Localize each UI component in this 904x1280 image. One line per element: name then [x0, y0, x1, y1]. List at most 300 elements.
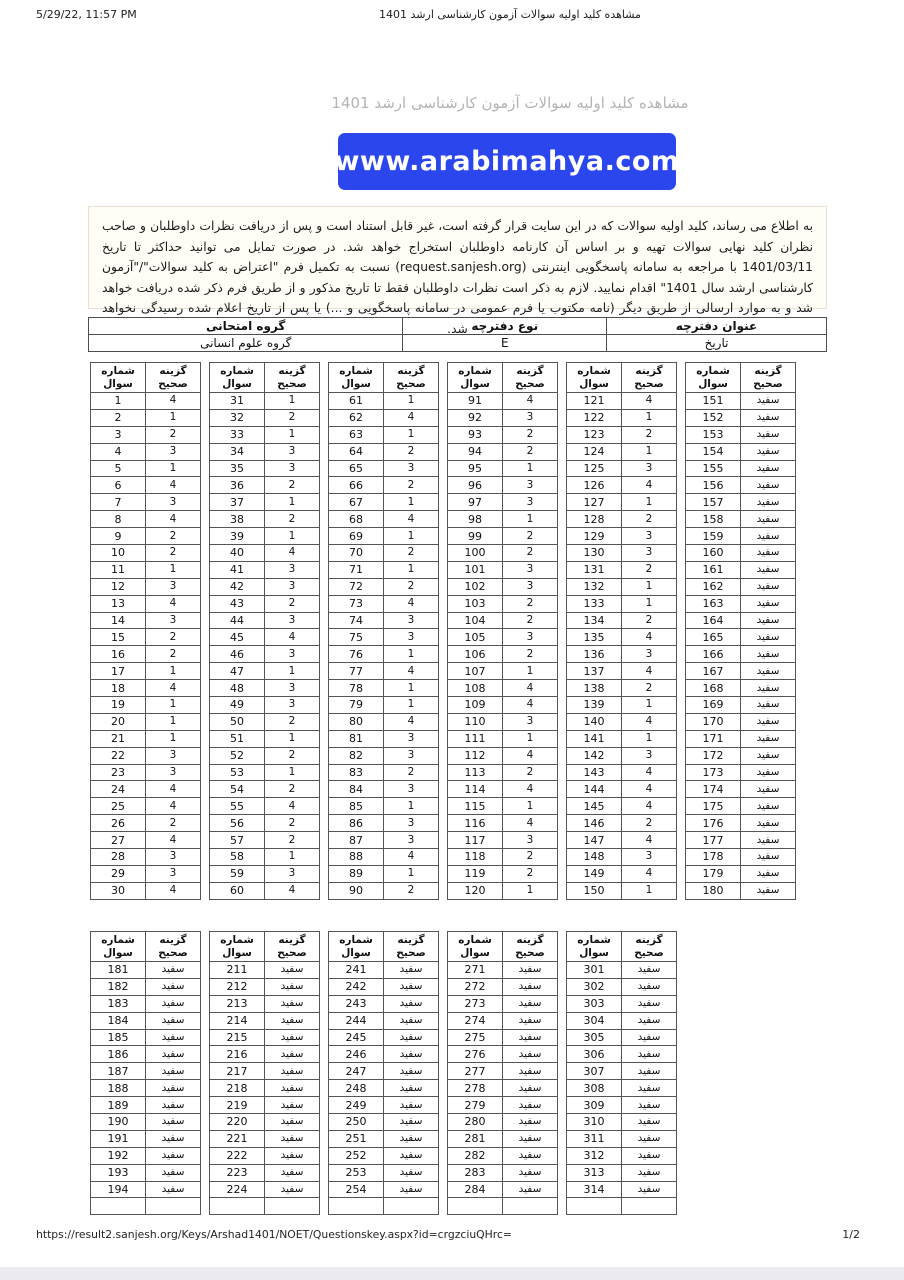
answer-row: [210, 528, 320, 545]
answer-key-header-row: [448, 363, 558, 393]
correct-option: 1: [384, 561, 439, 578]
correct-option: 1: [384, 798, 439, 815]
question-number: 150: [567, 882, 622, 899]
correct-option: 2: [265, 815, 320, 832]
correct-option: سفید: [384, 1029, 439, 1046]
correct-option: سفید: [503, 1114, 558, 1131]
answer-row: [686, 882, 796, 899]
answer-row: [91, 978, 201, 995]
answer-row: [567, 713, 677, 730]
answer-row: [448, 426, 558, 443]
correct-option: 2: [622, 561, 677, 578]
answer-row: [448, 460, 558, 477]
answer-row: [448, 1097, 558, 1114]
answer-row: [686, 528, 796, 545]
answer-row: [686, 815, 796, 832]
question-number: 46: [210, 646, 265, 663]
correct-option: 4: [146, 511, 201, 528]
answer-row: [329, 646, 439, 663]
question-number: 173: [686, 764, 741, 781]
answer-key-header-row: [329, 932, 439, 962]
correct-option: سفید: [384, 1130, 439, 1147]
question-number: 167: [686, 663, 741, 680]
answer-row: [567, 528, 677, 545]
answer-row: [567, 1046, 677, 1063]
answer-row: [210, 865, 320, 882]
question-number: 168: [686, 680, 741, 697]
question-number: 284: [448, 1181, 503, 1198]
question-number: 93: [448, 426, 503, 443]
answer-row: [329, 1114, 439, 1131]
answer-key-group: [328, 362, 439, 900]
correct-option: 3: [146, 578, 201, 595]
answer-row: [686, 849, 796, 866]
footer-url: https://result2.sanjesh.org/Keys/Arshad1401/NOET/Questionskey.aspx?id=crgzciuQHrc=: [36, 1228, 512, 1241]
correct-option: 1: [622, 443, 677, 460]
correct-option: سفید: [384, 1063, 439, 1080]
answer-row: [448, 578, 558, 595]
correct-option: 2: [503, 426, 558, 443]
answer-row: [448, 1147, 558, 1164]
correct-option: 1: [622, 595, 677, 612]
booklet-info-table: [88, 317, 827, 352]
question-number: 7: [91, 494, 146, 511]
correct-option: سفید: [384, 1046, 439, 1063]
question-number: 127: [567, 494, 622, 511]
correct-option: 3: [265, 460, 320, 477]
answer-row: [329, 1029, 439, 1046]
answer-row: [567, 393, 677, 410]
answer-row: [448, 595, 558, 612]
correct-option: سفید: [265, 962, 320, 979]
answer-row: [686, 477, 796, 494]
answer-row: [686, 781, 796, 798]
correct-option: 3: [384, 629, 439, 646]
correct-option: سفید: [622, 1181, 677, 1198]
question-col-header: شماره سوال: [567, 363, 622, 393]
correct-option: سفید: [741, 865, 796, 882]
question-number: 248: [329, 1080, 384, 1097]
question-number: 70: [329, 545, 384, 562]
answer-row: [567, 1130, 677, 1147]
correct-option: 3: [146, 764, 201, 781]
question-number: 219: [210, 1097, 265, 1114]
question-number: 164: [686, 612, 741, 629]
correct-option: 4: [384, 409, 439, 426]
question-number: 135: [567, 629, 622, 646]
question-number: 271: [448, 962, 503, 979]
question-number: 131: [567, 561, 622, 578]
answer-row: [567, 1181, 677, 1198]
correct-option: سفید: [265, 1181, 320, 1198]
answer-row: [329, 578, 439, 595]
correct-option: 2: [384, 443, 439, 460]
correct-option: 3: [503, 409, 558, 426]
answer-row: [329, 781, 439, 798]
booklet-type-value: E: [403, 335, 607, 352]
answer-row: [210, 882, 320, 899]
correct-option: 3: [503, 578, 558, 595]
answer-row: [210, 697, 320, 714]
question-number: 272: [448, 978, 503, 995]
answer-row: [448, 1063, 558, 1080]
answer-row: [210, 798, 320, 815]
answer-row: [91, 798, 201, 815]
question-number: 186: [91, 1046, 146, 1063]
question-number: 152: [686, 409, 741, 426]
question-number: 141: [567, 730, 622, 747]
correct-option: سفید: [503, 978, 558, 995]
correct-option: 2: [265, 832, 320, 849]
question-number: 2: [91, 409, 146, 426]
answer-row: [567, 1147, 677, 1164]
answer-row: [448, 1046, 558, 1063]
answer-row: [686, 865, 796, 882]
question-number: 79: [329, 697, 384, 714]
answer-row: [91, 1198, 201, 1215]
question-number: 85: [329, 798, 384, 815]
question-col-header: شماره سوال: [448, 363, 503, 393]
answer-row: [210, 663, 320, 680]
question-col-header: شماره سوال: [91, 932, 146, 962]
correct-option: سفید: [384, 1080, 439, 1097]
question-number: 111: [448, 730, 503, 747]
answer-row: [448, 1080, 558, 1097]
answer-row: [448, 477, 558, 494]
correct-option: سفید: [741, 882, 796, 899]
correct-option: 2: [384, 764, 439, 781]
correct-option: 3: [146, 849, 201, 866]
answer-row: [329, 849, 439, 866]
answer-row: [210, 1097, 320, 1114]
answer-key-header-row: [448, 932, 558, 962]
question-number: 107: [448, 663, 503, 680]
question-number: 17: [91, 663, 146, 680]
correct-option: 1: [265, 494, 320, 511]
correct-option: 4: [622, 764, 677, 781]
correct-option: سفید: [384, 1164, 439, 1181]
question-number: 185: [91, 1029, 146, 1046]
correct-option: 2: [146, 426, 201, 443]
correct-option: 1: [503, 882, 558, 899]
answer-row: [91, 545, 201, 562]
question-number: 312: [567, 1147, 622, 1164]
correct-option: سفید: [741, 781, 796, 798]
correct-option: سفید: [503, 1097, 558, 1114]
correct-option: 1: [503, 663, 558, 680]
question-number: 244: [329, 1012, 384, 1029]
correct-option: 2: [384, 477, 439, 494]
exam-group-header: گروه امتحانی: [89, 318, 403, 335]
answer-row: [91, 815, 201, 832]
question-number: 20: [91, 713, 146, 730]
answer-row: [210, 545, 320, 562]
correct-option: 1: [146, 713, 201, 730]
question-number: 6: [91, 477, 146, 494]
question-number: 193: [91, 1164, 146, 1181]
answer-row: [448, 393, 558, 410]
correct-option: 1: [265, 663, 320, 680]
answer-row: [210, 978, 320, 995]
question-number: 281: [448, 1130, 503, 1147]
correct-option: 4: [622, 393, 677, 410]
question-number: 60: [210, 882, 265, 899]
question-number: 307: [567, 1063, 622, 1080]
answer-col-header: گزینه صحیح: [741, 363, 796, 393]
question-number: 121: [567, 393, 622, 410]
correct-option: 1: [384, 865, 439, 882]
correct-option: سفید: [741, 443, 796, 460]
question-number: 118: [448, 849, 503, 866]
correct-option: 1: [622, 409, 677, 426]
question-number: 36: [210, 477, 265, 494]
page-title: مشاهده کلید اولیه سوالات آزمون کارشناسی ارشد 1401: [331, 94, 689, 112]
correct-option: 2: [265, 713, 320, 730]
answer-row: [448, 494, 558, 511]
correct-option: 3: [146, 612, 201, 629]
correct-option: 3: [265, 680, 320, 697]
question-number: 156: [686, 477, 741, 494]
question-number: 253: [329, 1164, 384, 1181]
correct-option: 4: [384, 595, 439, 612]
answer-row: [567, 781, 677, 798]
answer-row: [210, 995, 320, 1012]
answer-row: [91, 612, 201, 629]
question-number: 211: [210, 962, 265, 979]
answer-row: [567, 477, 677, 494]
answer-row: [210, 747, 320, 764]
correct-option: سفید: [146, 1046, 201, 1063]
correct-option: 1: [503, 511, 558, 528]
correct-option: 4: [622, 781, 677, 798]
correct-option: 2: [503, 545, 558, 562]
question-number: 194: [91, 1181, 146, 1198]
question-number: 51: [210, 730, 265, 747]
answer-row: [91, 849, 201, 866]
answer-row: [210, 1147, 320, 1164]
question-number: 77: [329, 663, 384, 680]
correct-option: 4: [622, 798, 677, 815]
question-number: 140: [567, 713, 622, 730]
question-number: [210, 1198, 265, 1215]
answer-row: [686, 663, 796, 680]
answer-col-header: گزینه صحیح: [265, 363, 320, 393]
correct-option: سفید: [741, 849, 796, 866]
question-number: 3: [91, 426, 146, 443]
correct-option: سفید: [146, 995, 201, 1012]
question-number: 81: [329, 730, 384, 747]
question-number: 276: [448, 1046, 503, 1063]
answer-row: [567, 815, 677, 832]
question-number: 254: [329, 1181, 384, 1198]
correct-option: سفید: [503, 1080, 558, 1097]
correct-option: 3: [265, 443, 320, 460]
answer-key-group: [90, 362, 201, 900]
correct-option: سفید: [265, 1046, 320, 1063]
correct-option: 2: [146, 528, 201, 545]
correct-option: 3: [503, 629, 558, 646]
answer-row: [567, 832, 677, 849]
answer-row: [329, 1012, 439, 1029]
correct-option: 1: [384, 426, 439, 443]
correct-option: سفید: [622, 1029, 677, 1046]
answer-row: [91, 393, 201, 410]
answer-key-table-2: [90, 931, 677, 1222]
correct-option: 1: [622, 578, 677, 595]
correct-option: 3: [503, 713, 558, 730]
question-number: 62: [329, 409, 384, 426]
correct-option: سفید: [503, 1029, 558, 1046]
correct-option: سفید: [384, 1181, 439, 1198]
answer-row: [91, 646, 201, 663]
question-number: 149: [567, 865, 622, 882]
answer-row: [210, 1114, 320, 1131]
answer-row: [686, 697, 796, 714]
question-number: 181: [91, 962, 146, 979]
question-number: 69: [329, 528, 384, 545]
answer-row: [567, 460, 677, 477]
correct-option: 2: [265, 511, 320, 528]
question-number: 117: [448, 832, 503, 849]
question-number: 65: [329, 460, 384, 477]
answer-row: [91, 460, 201, 477]
answer-row: [329, 494, 439, 511]
question-number: 126: [567, 477, 622, 494]
correct-option: سفید: [741, 409, 796, 426]
correct-option: 3: [503, 561, 558, 578]
correct-option: سفید: [384, 1097, 439, 1114]
question-number: 169: [686, 697, 741, 714]
answer-row: [567, 1012, 677, 1029]
correct-option: سفید: [741, 663, 796, 680]
correct-option: [622, 1198, 677, 1215]
correct-option: 1: [146, 561, 201, 578]
correct-option: سفید: [741, 561, 796, 578]
correct-option: سفید: [741, 477, 796, 494]
answer-row: [329, 612, 439, 629]
answer-row: [329, 460, 439, 477]
question-number: 45: [210, 629, 265, 646]
question-number: 132: [567, 578, 622, 595]
correct-option: سفید: [741, 798, 796, 815]
answer-row: [567, 1198, 677, 1215]
correct-option: [384, 1198, 439, 1215]
question-number: 43: [210, 595, 265, 612]
question-number: 177: [686, 832, 741, 849]
question-number: 113: [448, 764, 503, 781]
correct-option: 1: [146, 663, 201, 680]
question-number: 41: [210, 561, 265, 578]
answer-row: [210, 962, 320, 979]
correct-option: 2: [503, 612, 558, 629]
question-number: 180: [686, 882, 741, 899]
answer-row: [91, 629, 201, 646]
correct-option: 4: [384, 511, 439, 528]
question-number: [448, 1198, 503, 1215]
question-number: 160: [686, 545, 741, 562]
question-number: 125: [567, 460, 622, 477]
question-number: 44: [210, 612, 265, 629]
correct-option: سفید: [741, 578, 796, 595]
answer-row: [91, 595, 201, 612]
page-indicator: 1/2: [842, 1228, 860, 1241]
answer-row: [91, 962, 201, 979]
answer-row: [329, 882, 439, 899]
correct-option: سفید: [622, 1164, 677, 1181]
correct-option: سفید: [146, 1130, 201, 1147]
correct-option: سفید: [265, 1147, 320, 1164]
answer-row: [567, 1029, 677, 1046]
question-number: 302: [567, 978, 622, 995]
answer-row: [91, 1097, 201, 1114]
question-number: 40: [210, 545, 265, 562]
question-number: 221: [210, 1130, 265, 1147]
answer-key-header-row: [210, 932, 320, 962]
correct-option: سفید: [146, 978, 201, 995]
answer-row: [686, 494, 796, 511]
answer-row: [210, 1029, 320, 1046]
question-number: 10: [91, 545, 146, 562]
question-number: 33: [210, 426, 265, 443]
answer-row: [210, 1012, 320, 1029]
answer-row: [91, 494, 201, 511]
answer-row: [329, 561, 439, 578]
question-number: 175: [686, 798, 741, 815]
question-number: 74: [329, 612, 384, 629]
question-number: [329, 1198, 384, 1215]
correct-option: 1: [503, 798, 558, 815]
question-number: 178: [686, 849, 741, 866]
question-number: 304: [567, 1012, 622, 1029]
question-number: 115: [448, 798, 503, 815]
answer-row: [91, 832, 201, 849]
correct-option: سفید: [503, 1063, 558, 1080]
correct-option: سفید: [741, 528, 796, 545]
question-number: 97: [448, 494, 503, 511]
answer-row: [329, 747, 439, 764]
answer-row: [567, 680, 677, 697]
answer-key-header-row: [91, 932, 201, 962]
answer-key-group: [90, 931, 201, 1215]
answer-row: [686, 409, 796, 426]
answer-row: [567, 409, 677, 426]
question-number: 89: [329, 865, 384, 882]
answer-row: [567, 494, 677, 511]
correct-option: 4: [503, 393, 558, 410]
answer-row: [686, 426, 796, 443]
question-number: 50: [210, 713, 265, 730]
question-number: 68: [329, 511, 384, 528]
answer-row: [567, 1114, 677, 1131]
answer-key-group: [447, 931, 558, 1215]
correct-option: سفید: [622, 962, 677, 979]
question-number: 223: [210, 1164, 265, 1181]
question-number: 55: [210, 798, 265, 815]
answer-row: [210, 730, 320, 747]
correct-option: سفید: [503, 1181, 558, 1198]
correct-option: سفید: [622, 1097, 677, 1114]
question-number: 114: [448, 781, 503, 798]
answer-row: [567, 995, 677, 1012]
correct-option: 4: [503, 781, 558, 798]
answer-row: [210, 646, 320, 663]
correct-option: 1: [146, 697, 201, 714]
answer-row: [210, 629, 320, 646]
correct-option: سفید: [146, 1063, 201, 1080]
question-number: 78: [329, 680, 384, 697]
correct-option: [503, 1198, 558, 1215]
answer-row: [329, 1147, 439, 1164]
